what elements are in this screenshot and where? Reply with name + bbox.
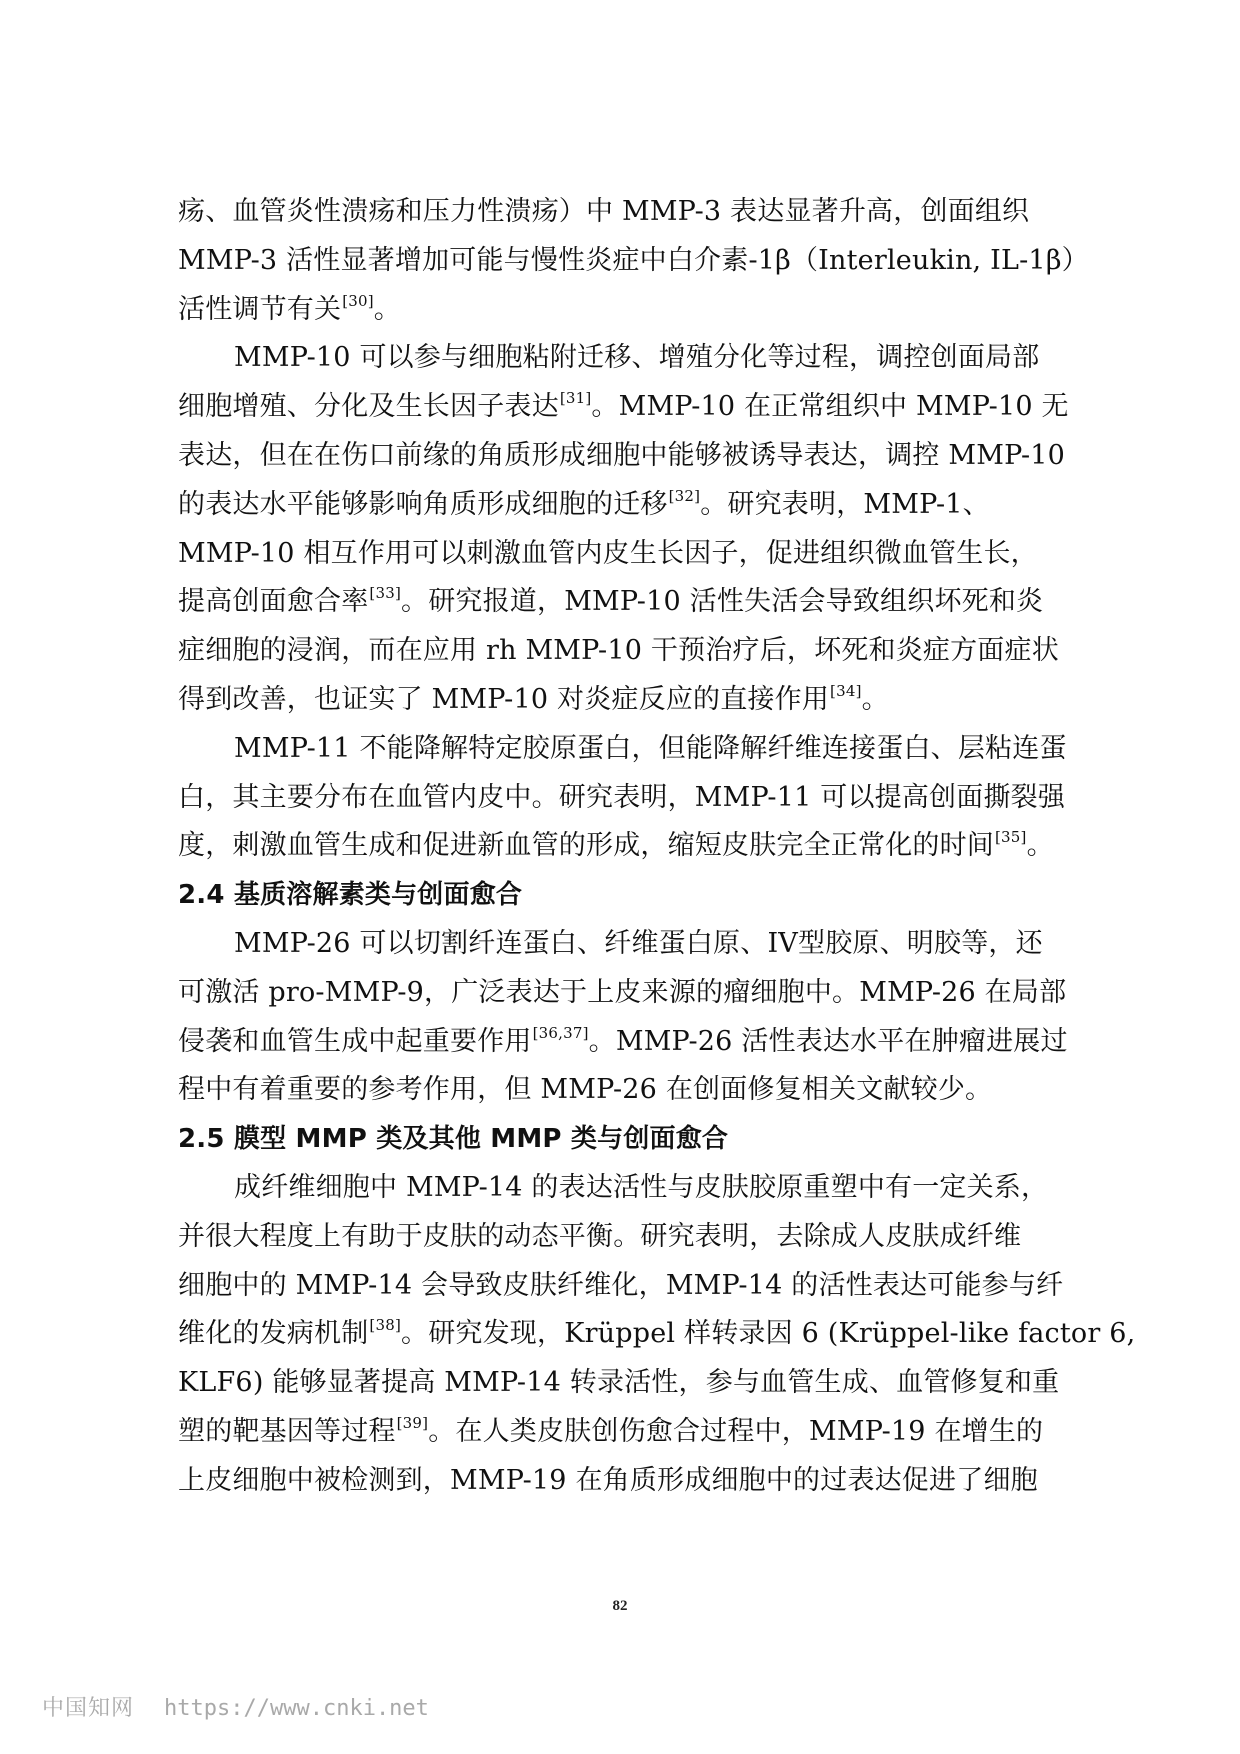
- section-heading: 2.5 膜型 MMP 类及其他 MMP 类与创面愈合: [178, 1124, 729, 1155]
- watermark-name: 中国知网: [42, 1696, 135, 1721]
- text-line: 白，其主要分布在血管内皮中。研究表明，MMP-11 可以提高创面撕裂强: [178, 781, 1066, 813]
- paragraph-first-line: MMP-10 可以参与细胞粘附迁移、增殖分化等过程，调控创面局部: [234, 342, 1040, 374]
- text-line: 上皮细胞中被检测到，MMP-19 在角质形成细胞中的过表达促进了细胞: [178, 1464, 1038, 1496]
- body-text: [178, 188, 1136, 1506]
- page-number: 82: [612, 1598, 628, 1614]
- text-line: 度，刺激血管生成和促进新血管的形成，缩短皮肤完全正常化的时间[35]。: [178, 828, 1054, 862]
- citation-ref: [39]: [396, 1413, 429, 1432]
- text-line: 塑的靶基因等过程[39]。在人类皮肤创伤愈合过程中，MMP-19 在增生的: [178, 1413, 1044, 1447]
- text-line: MMP-10 相互作用可以刺激血管内皮生长因子，促进组织微血管生长，: [178, 537, 1038, 569]
- citation-ref: [32]: [668, 486, 701, 505]
- text-line: MMP-3 活性显著增加可能与慢性炎症中白介素-1β（Interleukin, IL-1β）: [178, 244, 1089, 276]
- section-heading: 2.4 基质溶解素类与创面愈合: [178, 880, 523, 911]
- text-line: 细胞中的 MMP-14 会导致皮肤纤维化，MMP-14 的活性表达可能参与纤: [178, 1269, 1064, 1301]
- text-line: 侵袭和血管生成中起重要作用[36,37]。MMP-26 活性表达水平在肿瘤进展过: [178, 1023, 1068, 1057]
- text-line: 程中有着重要的参考作用，但 MMP-26 在创面修复相关文献较少。: [178, 1074, 993, 1106]
- citation-ref: [34]: [830, 681, 862, 700]
- text-line: 表达，但在在伤口前缘的角质形成细胞中能够被诱导表达，调控 MMP-10: [178, 439, 1066, 471]
- text-line: 维化的发病机制[38]。研究发现，Krüppel 样转录因 6 (Krüppel-like factor 6,: [178, 1316, 1136, 1350]
- citation-ref: [31]: [559, 389, 592, 408]
- text-line: 可激活 pro-MMP-9，广泛表达于上皮来源的瘤细胞中。MMP-26 在局部: [178, 976, 1067, 1008]
- text-line: 提高创面愈合率[33]。研究报道，MMP-10 活性失活会导致组织坏死和炎: [178, 584, 1044, 618]
- citation-ref: [30]: [342, 291, 374, 310]
- text-line: 得到改善，也证实了 MMP-10 对炎症反应的直接作用[34]。: [178, 681, 889, 715]
- text-line: 并很大程度上有助于皮肤的动态平衡。研究表明，去除成人皮肤成纤维: [178, 1220, 1022, 1252]
- text-line: 的表达水平能够影响角质形成细胞的迁移[32]。研究表明，MMP-1、: [178, 486, 990, 520]
- citation-ref: [33]: [369, 584, 401, 603]
- paragraph-first-line: MMP-26 可以切割纤连蛋白、纤维蛋白原、IV型胶原、明胶等，还: [234, 927, 1043, 959]
- text-line: 症细胞的浸润，而在应用 rh MMP-10 干预治疗后，坏死和炎症方面症状: [178, 635, 1059, 667]
- citation-ref: [36,37]: [532, 1023, 589, 1042]
- text-line: 疡、血管炎性溃疡和压力性溃疡）中 MMP-3 表达显著升高，创面组织: [178, 196, 1030, 227]
- paragraph-first-line: MMP-11 不能降解特定胶原蛋白，但能降解纤维连接蛋白、层粘连蛋: [234, 732, 1067, 764]
- text-line: 活性调节有关[30]。: [178, 291, 401, 325]
- text-line: 细胞增殖、分化及生长因子表达[31]。MMP-10 在正常组织中 MMP-10 无: [178, 389, 1069, 423]
- source-watermark: [42, 1691, 429, 1722]
- paragraph-first-line: 成纤维细胞中 MMP-14 的表达活性与皮肤胶原重塑中有一定关系，: [234, 1171, 1049, 1203]
- citation-ref: [38]: [369, 1316, 401, 1335]
- citation-ref: [35]: [995, 828, 1027, 847]
- watermark-url: https://www.cnki.net: [164, 1696, 429, 1721]
- text-line: KLF6) 能够显著提高 MMP-14 转录活性，参与血管生成、血管修复和重: [178, 1367, 1060, 1399]
